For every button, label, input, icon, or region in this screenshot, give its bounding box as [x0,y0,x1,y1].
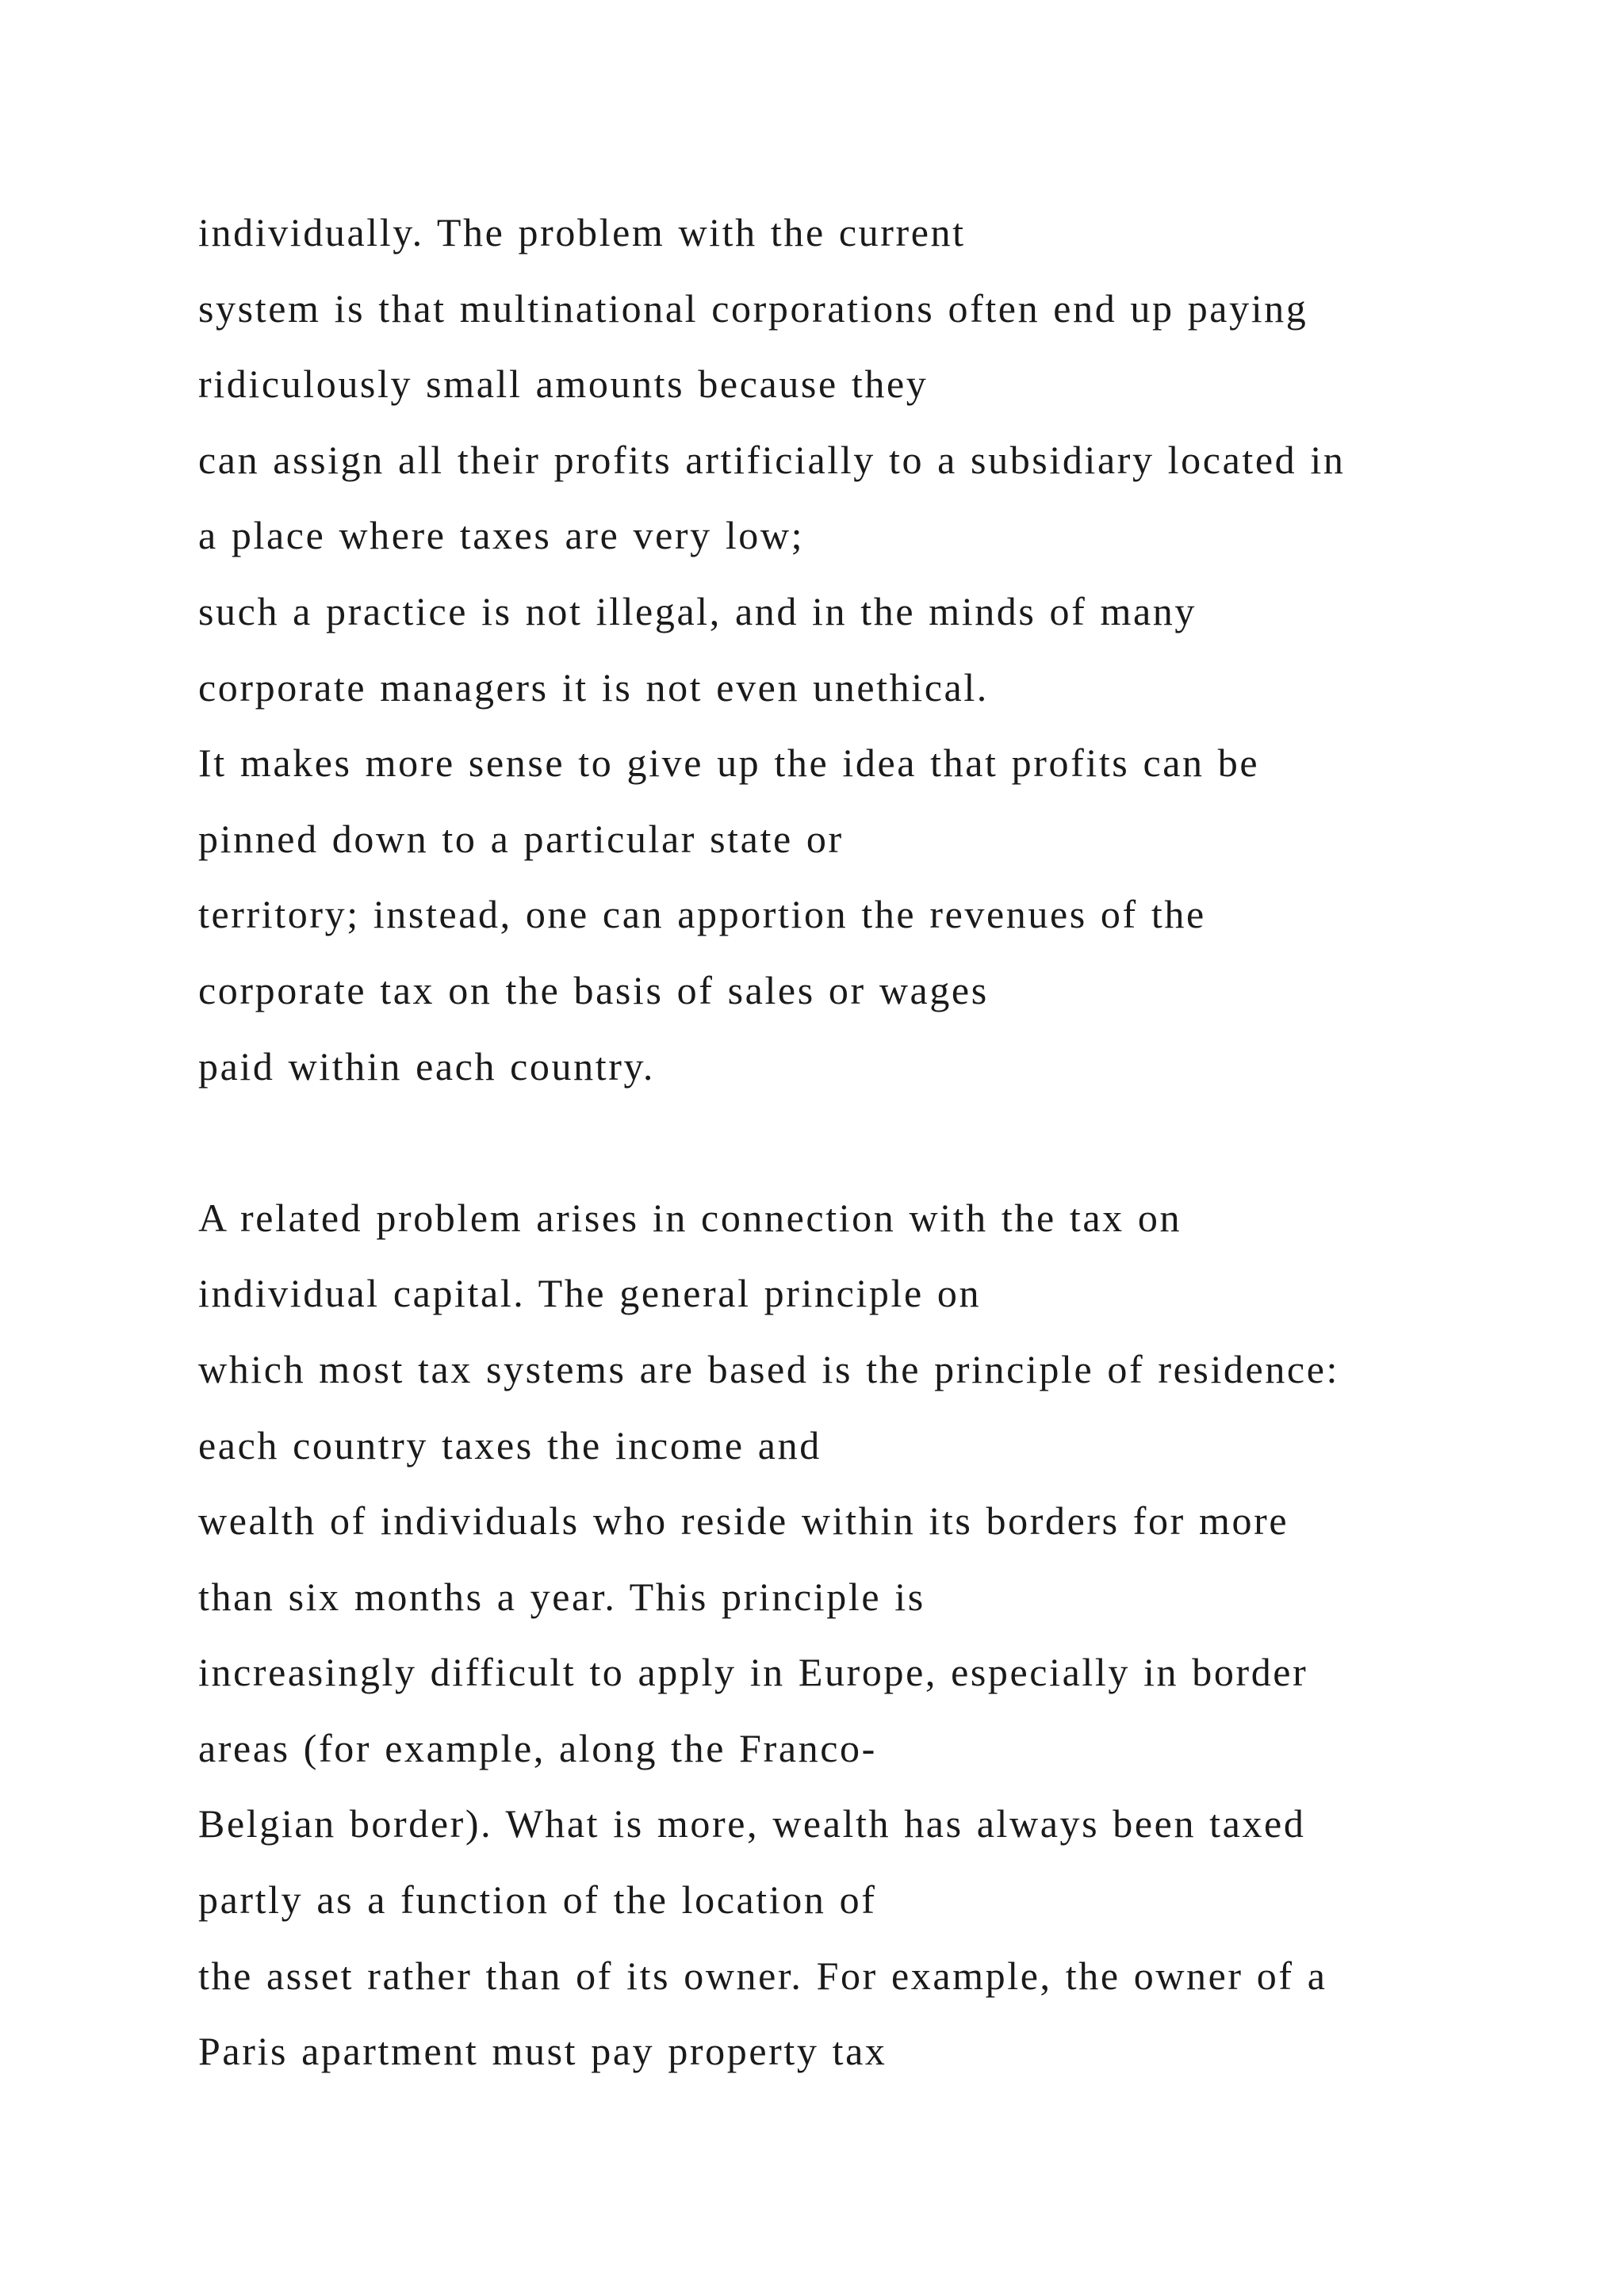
text-line: system is that multinational corporations often end up paying [198,285,1308,331]
document-body [198,195,1546,2090]
text-line: Paris apartment must pay property tax [198,2029,887,2074]
text-line: can assign all their profits artificially to a subsidiary located in [198,437,1346,482]
text-line: A related problem arises in connection with the tax on [198,1195,1182,1240]
paragraph-2 [198,1181,1546,2090]
paragraph-spacer [198,1104,1546,1181]
text-line: wealth of individuals who reside within its borders for more [198,1498,1289,1544]
text-line: increasingly difficult to apply in Europe, especially in border [198,1650,1308,1695]
text-line: paid within each country. [198,1043,655,1089]
text-line: pinned down to a particular state or [198,816,844,861]
text-line: than six months a year. This principle is [198,1574,925,1619]
text-line: ridiculously small amounts because they [198,362,929,407]
text-line: individual capital. The general principle on [198,1271,982,1316]
text-line: each country taxes the income and [198,1422,822,1468]
text-line: corporate managers it is not even unethical. [198,664,989,710]
paragraph-1 [198,195,1546,1104]
text-line: individually. The problem with the current [198,210,966,254]
text-line: areas (for example, along the Franco- [198,1725,877,1770]
text-line: It makes more sense to give up the idea that profits can be [198,740,1260,786]
text-line: territory; instead, one can apportion the revenues of the [198,892,1206,937]
text-line: partly as a function of the location of [198,1877,877,1923]
text-line: which most tax systems are based is the principle of residence: [198,1346,1339,1391]
text-line: a place where taxes are very low; [198,513,805,558]
text-line: the asset rather than of its owner. For example, the owner of a [198,1953,1327,1998]
text-line: such a practice is not illegal, and in the minds of many [198,588,1197,633]
text-line: corporate tax on the basis of sales or wages [198,967,989,1012]
text-line: Belgian border). What is more, wealth has always been taxed [198,1801,1306,1846]
